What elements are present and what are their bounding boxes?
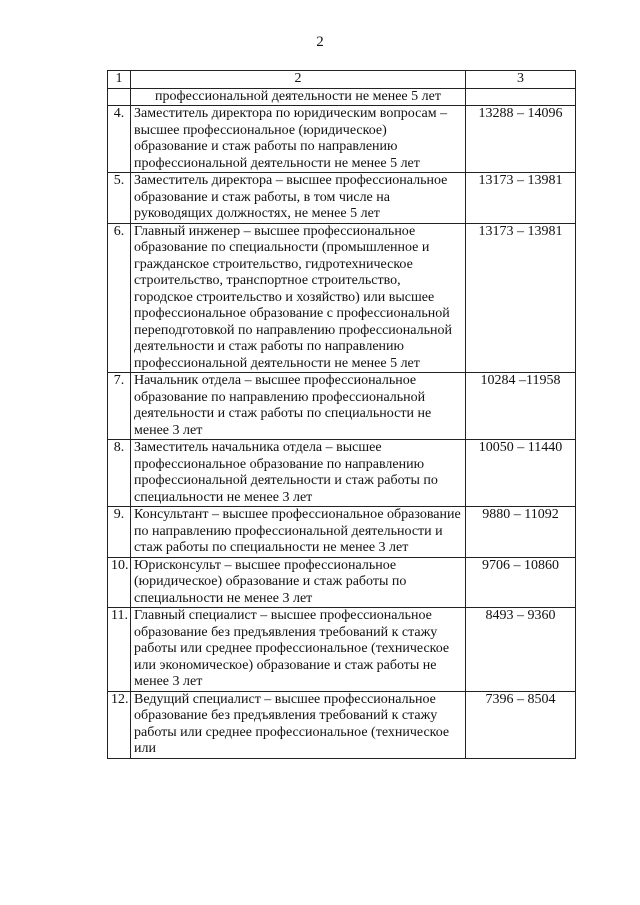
header-row: [108, 71, 576, 89]
row-salary: [466, 88, 576, 106]
row-description: Юрисконсульт – высшее профессиональное (юридическое) образование и стаж работы по специальности не менее 3 лет: [131, 557, 466, 608]
row-salary: 9880 – 11092: [466, 507, 576, 558]
row-salary: 13288 – 14096: [466, 106, 576, 173]
row-salary: 10050 – 11440: [466, 440, 576, 507]
table-row: [108, 440, 576, 507]
row-description: Начальник отдела – высшее профессиональное образование по направлению профессиональной деятельности и стаж работы по специальности не менее 3 лет: [131, 373, 466, 440]
row-number: 9.: [108, 507, 131, 558]
salary-table: [107, 70, 576, 759]
header-col-salary: 3: [466, 71, 576, 89]
table-row: [108, 373, 576, 440]
row-number: 11.: [108, 608, 131, 692]
row-salary: 10284 –11958: [466, 373, 576, 440]
row-number: 8.: [108, 440, 131, 507]
row-number: 7.: [108, 373, 131, 440]
header-col-number: 1: [108, 71, 131, 89]
table-row: [108, 223, 576, 373]
row-number: 10.: [108, 557, 131, 608]
row-number: 12.: [108, 691, 131, 758]
table-row: [108, 173, 576, 224]
table-body: [108, 88, 576, 758]
row-salary: 13173 – 13981: [466, 173, 576, 224]
row-salary: 8493 – 9360: [466, 608, 576, 692]
row-description: Главный инженер – высшее профессиональное образование по специальности (промышленное и гражданское строительство, гидротехническое строительство, транспортное строительство, городское строительство и хозяйство) или высшее профессиональное образование с профессиональной переподготовкой по направлению профессиональной деятельности и стаж работы по направлению профессиональной деятельности не менее 5 лет: [131, 223, 466, 373]
row-salary: 7396 – 8504: [466, 691, 576, 758]
row-description: Заместитель директора по юридическим вопросам – высшее профессиональное (юридическое) образование и стаж работы по направлению профессиональной деятельности не менее 5 лет: [131, 106, 466, 173]
row-description: Заместитель начальника отдела – высшее профессиональное образование по направлению профессиональной деятельности и стаж работы по специальности не менее 3 лет: [131, 440, 466, 507]
table-row: [108, 691, 576, 758]
table-row: [108, 557, 576, 608]
header-col-description: 2: [131, 71, 466, 89]
row-number: 6.: [108, 223, 131, 373]
page-number: 2: [316, 34, 324, 50]
row-description: Консультант – высшее профессиональное образование по направлению профессиональной деятельности и стаж работы по специальности не менее 3 лет: [131, 507, 466, 558]
row-description: профессиональной деятельности не менее 5 лет: [131, 88, 466, 106]
row-number: 5.: [108, 173, 131, 224]
table-row: [108, 608, 576, 692]
row-number: [108, 88, 131, 106]
table-row: [108, 106, 576, 173]
table-header: [108, 71, 576, 89]
table-row: [108, 88, 576, 106]
row-salary: 13173 – 13981: [466, 223, 576, 373]
row-salary: 9706 – 10860: [466, 557, 576, 608]
row-number: 4.: [108, 106, 131, 173]
row-description: Заместитель директора – высшее профессиональное образование и стаж работы, в том числе на руководящих должностях, не менее 5 лет: [131, 173, 466, 224]
table-row: [108, 507, 576, 558]
row-description: Главный специалист – высшее профессиональное образование без предъявления требований к стажу работы или среднее профессиональное (техническое или экономическое) образование и стаж работы не менее 3 лет: [131, 608, 466, 692]
row-description: Ведущий специалист – высшее профессиональное образование без предъявления требований к стажу работы или среднее профессиональное (техническое или: [131, 691, 466, 758]
